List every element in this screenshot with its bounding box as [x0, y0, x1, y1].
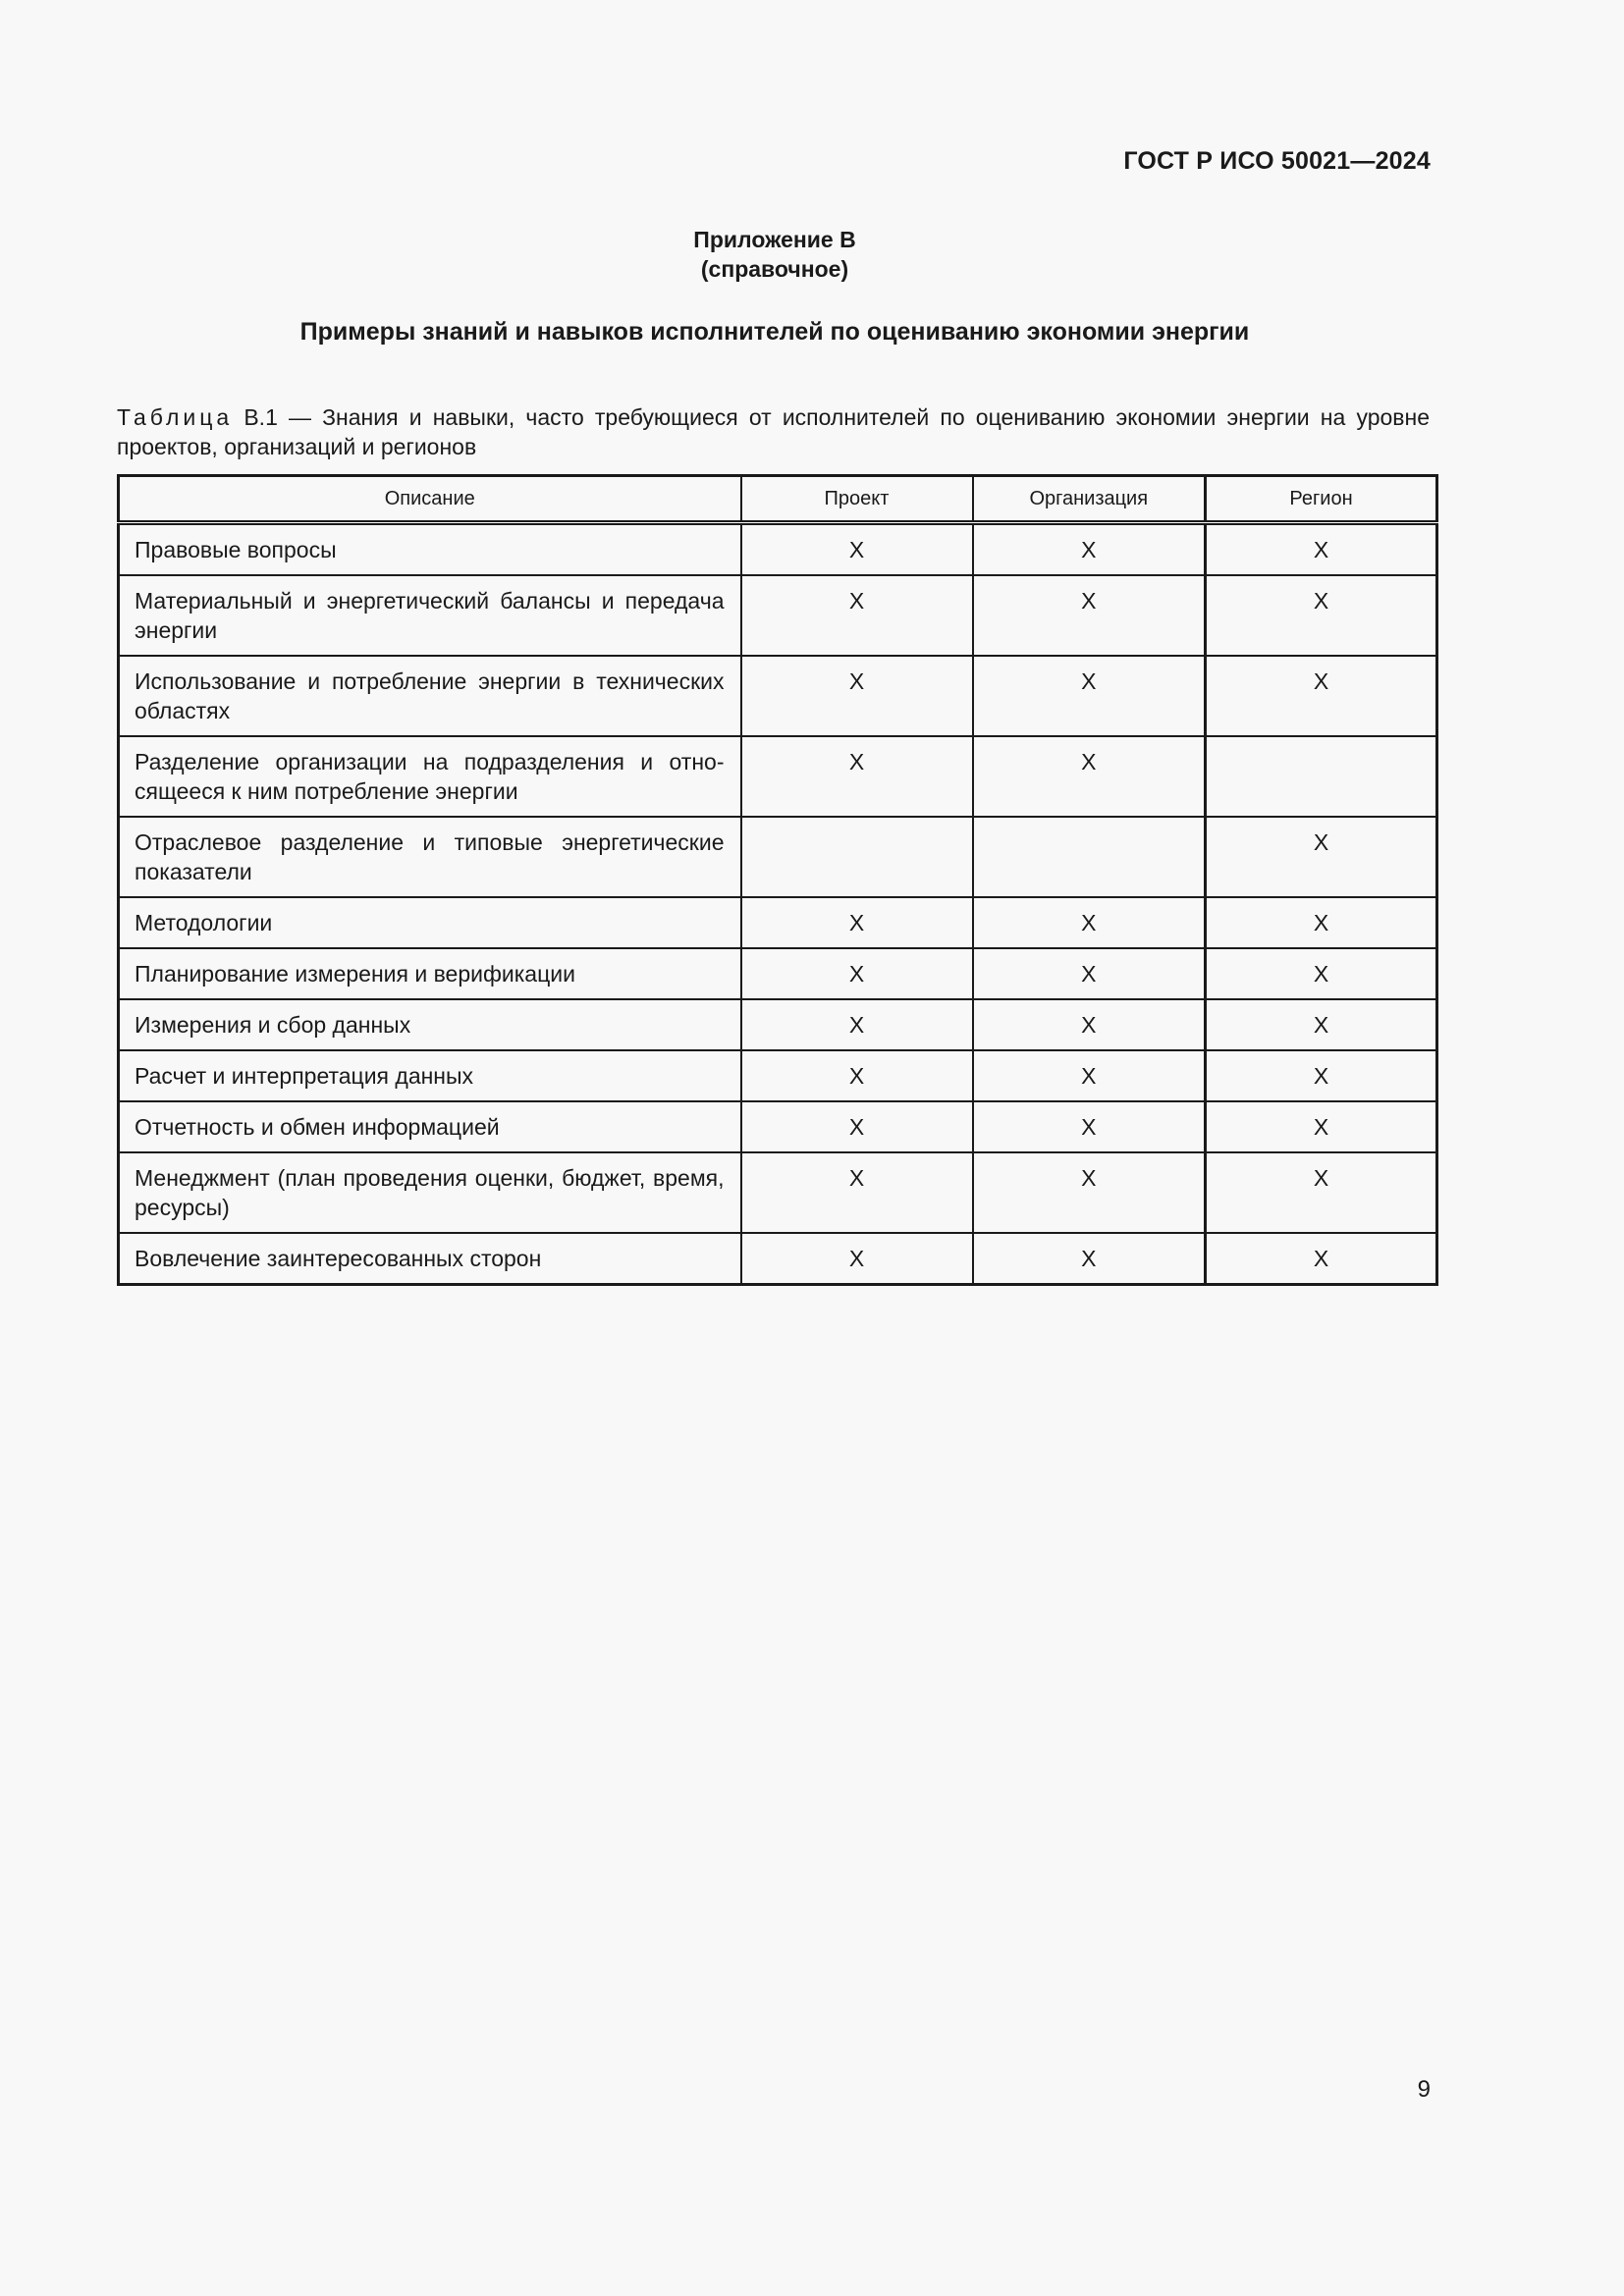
- table-row: [119, 656, 1437, 736]
- appendix-title: Приложение В: [693, 227, 856, 252]
- project-mark: X: [741, 1233, 973, 1285]
- project-mark: X: [741, 1152, 973, 1233]
- table-row: [119, 948, 1437, 999]
- table-caption-text: В.1 — Знания и навыки, часто требующиеся от исполнителей по оцениванию экономии энергии на уровне проектов, организаций и регионов: [117, 404, 1430, 459]
- region-mark: X: [1206, 1050, 1437, 1101]
- row-description: Планирование измерения и верификации: [119, 948, 741, 999]
- project-mark: X: [741, 897, 973, 948]
- section-title: Примеры знаний и навыков исполнителей по оцениванию экономии энергии: [299, 318, 1250, 346]
- table-row: [119, 736, 1437, 817]
- region-mark: X: [1206, 1233, 1437, 1285]
- organization-mark: X: [973, 948, 1206, 999]
- region-mark: X: [1206, 897, 1437, 948]
- table-row: [119, 999, 1437, 1050]
- table-header-row: [119, 476, 1437, 523]
- row-description: Вовлечение заинтересованных сторон: [119, 1233, 741, 1285]
- row-description: Измерения и сбор данных: [119, 999, 741, 1050]
- region-mark: X: [1206, 1152, 1437, 1233]
- region-mark: X: [1206, 1101, 1437, 1152]
- table-caption-label: Таблица: [117, 404, 234, 430]
- page-number: 9: [1417, 2076, 1431, 2103]
- column-header-project: Проект: [741, 476, 973, 523]
- table-row: [119, 575, 1437, 656]
- table-row: [119, 523, 1437, 576]
- organization-mark: X: [973, 1233, 1206, 1285]
- document-number: ГОСТ Р ИСО 50021—2024: [1123, 147, 1431, 175]
- organization-mark: X: [973, 999, 1206, 1050]
- region-mark: [1206, 736, 1437, 817]
- region-mark: X: [1206, 656, 1437, 736]
- project-mark: X: [741, 736, 973, 817]
- project-mark: [741, 817, 973, 897]
- organization-mark: X: [973, 656, 1206, 736]
- column-header-region: Регион: [1206, 476, 1437, 523]
- organization-mark: X: [973, 523, 1206, 576]
- table-row: [119, 1233, 1437, 1285]
- project-mark: X: [741, 656, 973, 736]
- table-row: [119, 897, 1437, 948]
- appendix-subtitle: (справочное): [700, 256, 849, 282]
- row-description: Расчет и интерпретация данных: [119, 1050, 741, 1101]
- project-mark: X: [741, 948, 973, 999]
- table-row: [119, 1152, 1437, 1233]
- column-header-description: Описание: [119, 476, 741, 523]
- organization-mark: X: [973, 897, 1206, 948]
- organization-mark: X: [973, 575, 1206, 656]
- organization-mark: X: [973, 1101, 1206, 1152]
- row-description: Разделение организации на подразделения и относящееся к ним потребление энергии: [119, 736, 741, 817]
- project-mark: X: [741, 1050, 973, 1101]
- region-mark: X: [1206, 999, 1437, 1050]
- column-header-organization: Организация: [973, 476, 1206, 523]
- project-mark: X: [741, 999, 973, 1050]
- organization-mark: X: [973, 736, 1206, 817]
- knowledge-skills-table: [117, 474, 1438, 1286]
- region-mark: X: [1206, 523, 1437, 576]
- row-description: Использование и потребление энергии в технических областях: [119, 656, 741, 736]
- project-mark: X: [741, 1101, 973, 1152]
- organization-mark: X: [973, 1152, 1206, 1233]
- organization-mark: X: [973, 1050, 1206, 1101]
- organization-mark: [973, 817, 1206, 897]
- row-description: Материальный и энергетический балансы и передача энергии: [119, 575, 741, 656]
- row-description: Отраслевое разделение и типовые энергетические показатели: [119, 817, 741, 897]
- region-mark: X: [1206, 575, 1437, 656]
- table-row: [119, 1101, 1437, 1152]
- table-caption: [117, 402, 1430, 461]
- project-mark: X: [741, 575, 973, 656]
- row-description: Правовые вопросы: [119, 523, 741, 576]
- row-description: Методологии: [119, 897, 741, 948]
- row-description: Отчетность и обмен информацией: [119, 1101, 741, 1152]
- table-row: [119, 817, 1437, 897]
- region-mark: X: [1206, 948, 1437, 999]
- region-mark: X: [1206, 817, 1437, 897]
- table-row: [119, 1050, 1437, 1101]
- row-description: Менеджмент (план проведения оценки, бюджет, время, ресурсы): [119, 1152, 741, 1233]
- project-mark: X: [741, 523, 973, 576]
